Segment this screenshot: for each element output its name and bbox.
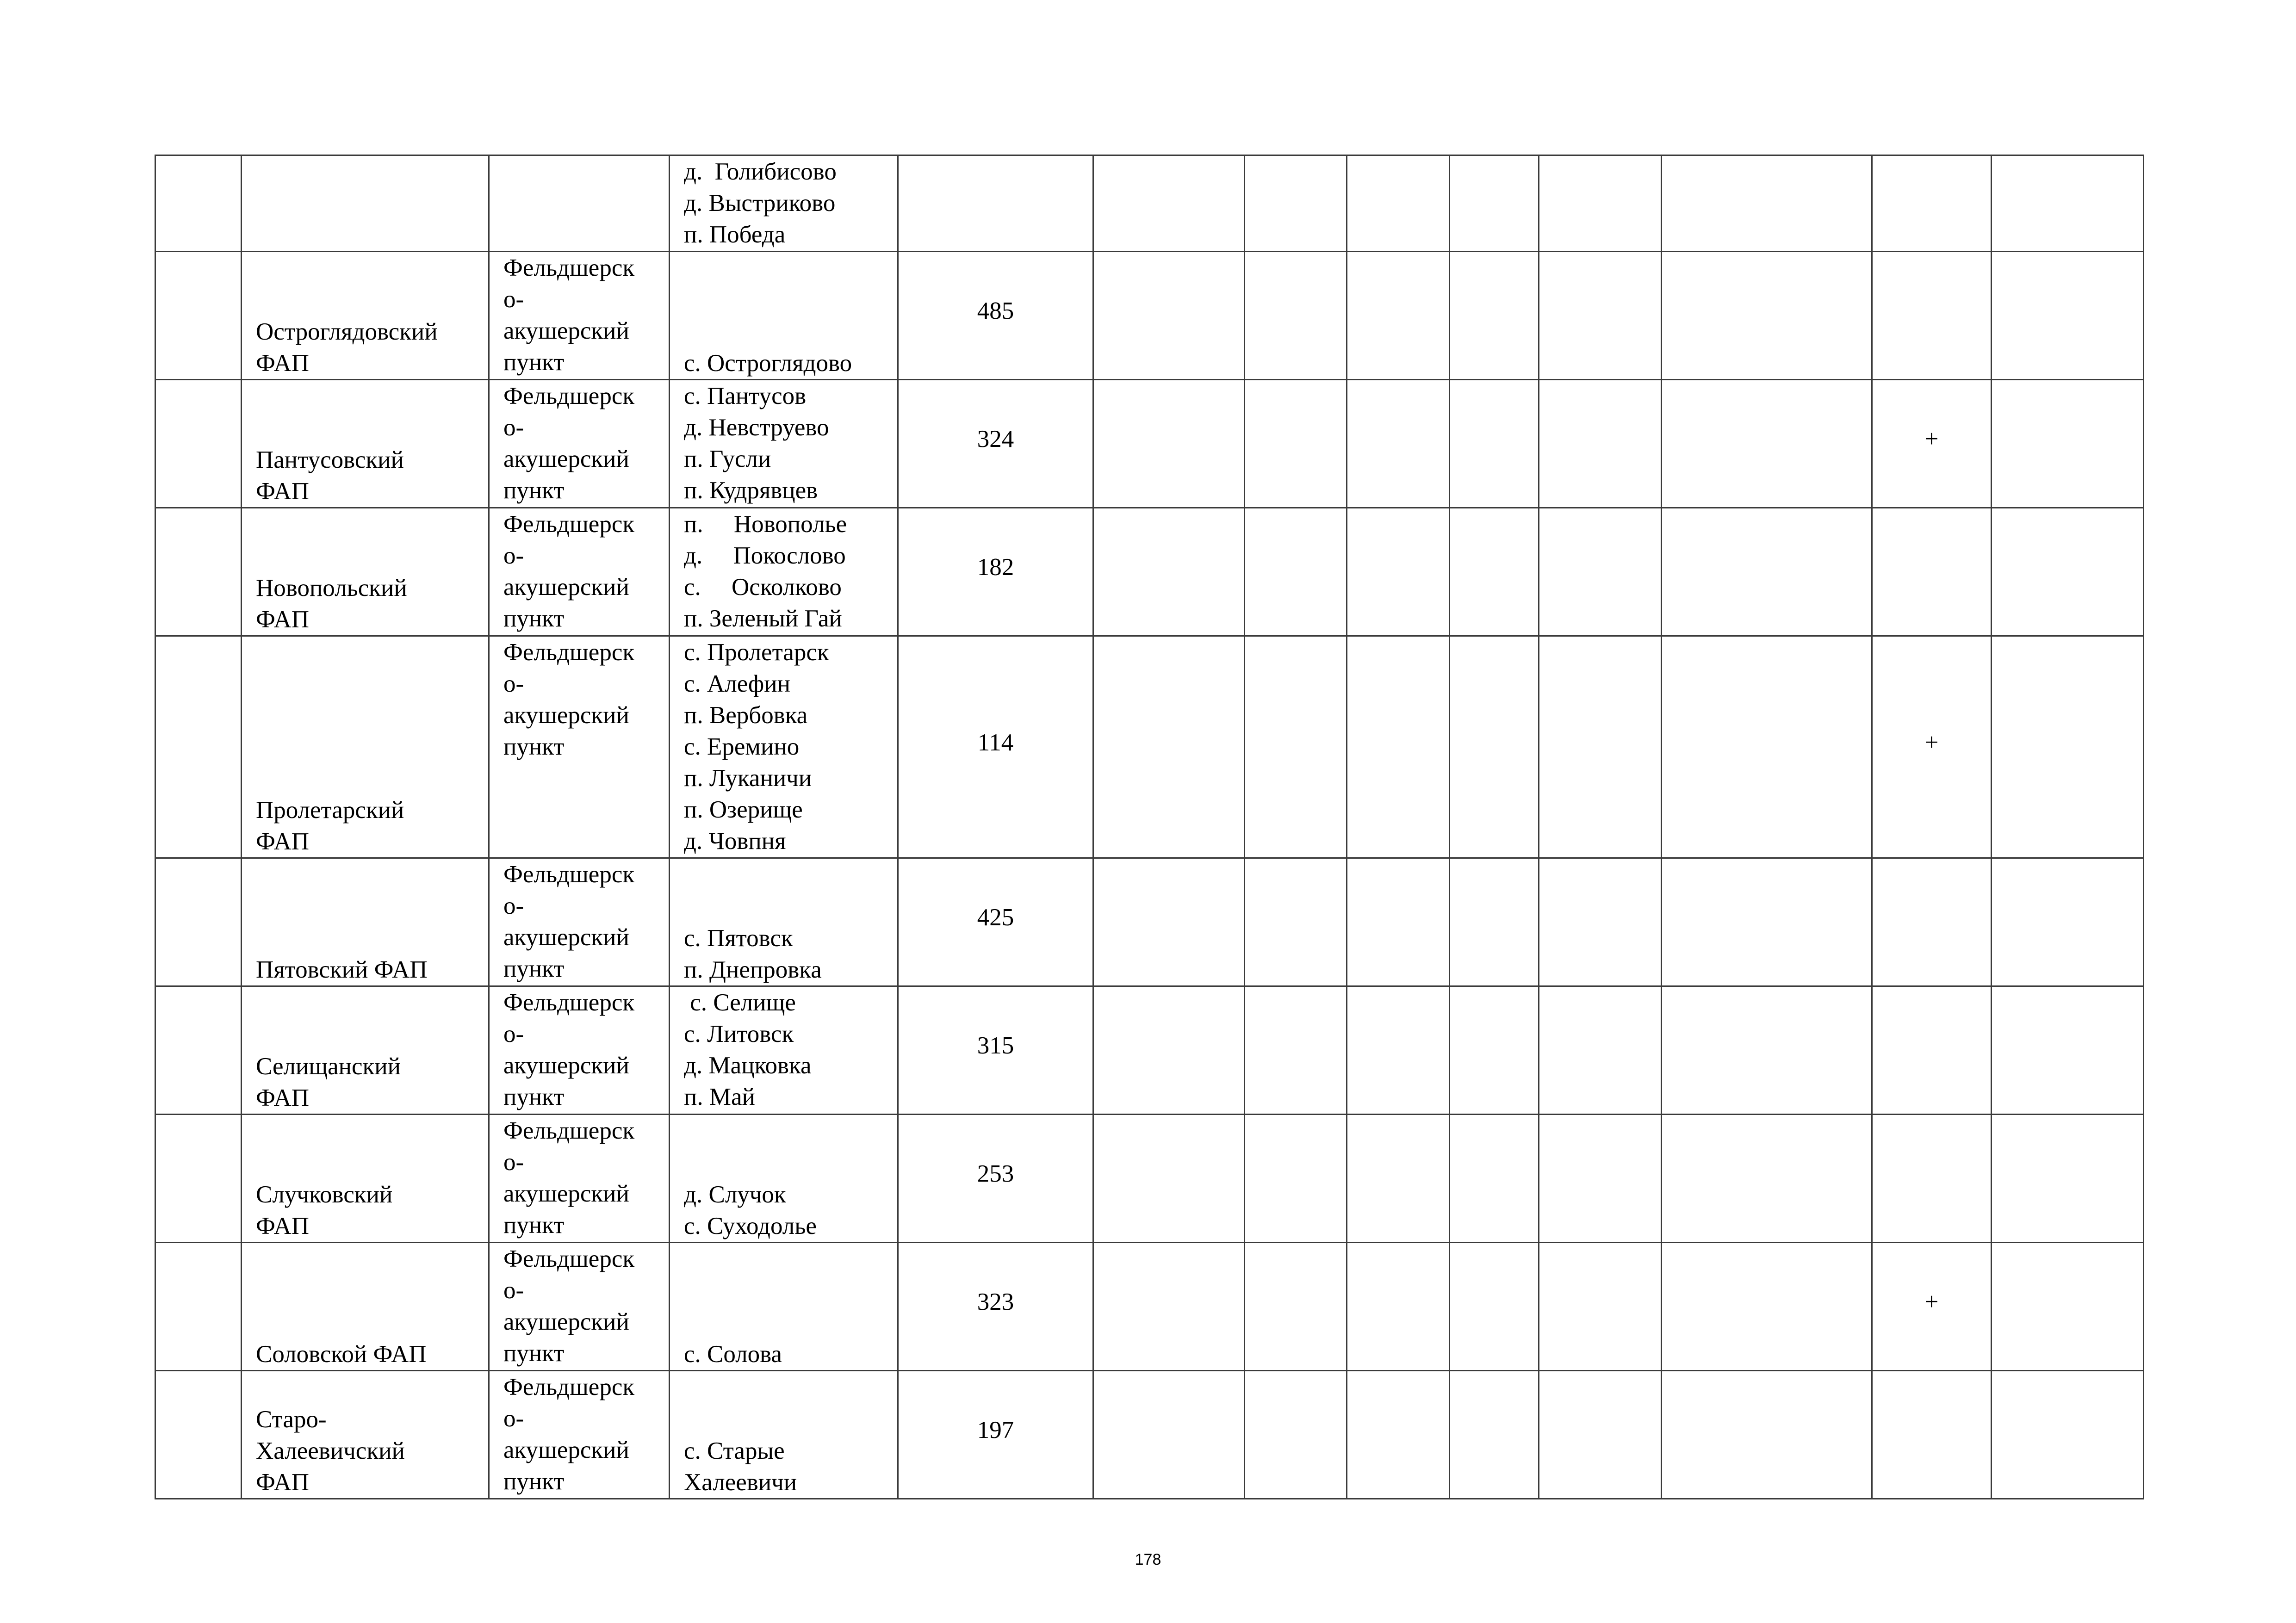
population-value: 323 [977, 1288, 1014, 1315]
facility-type-line: Фельдшерск [503, 511, 635, 538]
facility-name-line: Селищанский [256, 1053, 401, 1080]
settlement-line: д. Случок [684, 1181, 786, 1208]
population-value: 253 [977, 1160, 1014, 1187]
facility-name-line: Пятовский ФАП [256, 956, 428, 983]
population-cell [898, 155, 1093, 252]
settlement-line: с. Литовск [684, 1021, 794, 1047]
row-number-cell [155, 636, 242, 858]
facility-type-cell [489, 636, 670, 858]
mark-cell [1872, 1243, 1992, 1371]
population-value: 425 [977, 904, 1014, 931]
facility-type-line: Фельдшерск [503, 861, 635, 888]
empty-cell [1093, 636, 1245, 858]
population-cell [898, 986, 1093, 1115]
facility-name-line: Пантусовский [256, 446, 404, 473]
table-row [155, 380, 2144, 508]
settlement-line: п. Победа [684, 221, 786, 248]
facility-name-cell [242, 1115, 489, 1243]
empty-cell [1450, 1115, 1539, 1243]
population-value: 182 [977, 554, 1014, 581]
population-cell [898, 858, 1093, 986]
settlement-line: д. Човпня [684, 828, 786, 855]
settlement-line: п. Кудрявцев [684, 477, 818, 504]
empty-cell [1992, 380, 2144, 508]
table-row [155, 858, 2144, 986]
facility-type-line: акушерский [503, 574, 629, 601]
facility-type-line: пункт [503, 477, 565, 504]
settlements-cell [670, 1371, 898, 1499]
facility-name-line: Случковский [256, 1181, 393, 1208]
empty-cell [1539, 1371, 1662, 1499]
facility-name-cell [242, 636, 489, 858]
facility-type-line: пункт [503, 605, 565, 632]
empty-cell [1992, 155, 2144, 252]
empty-cell [1093, 508, 1245, 636]
empty-cell [1245, 1371, 1347, 1499]
population-cell [898, 380, 1093, 508]
population-cell [898, 508, 1093, 636]
facility-type-line: акушерский [503, 924, 629, 951]
settlement-line: Халеевичи [684, 1469, 797, 1496]
empty-cell [1450, 380, 1539, 508]
settlements-cell [670, 252, 898, 380]
facility-type-line: пункт [503, 1468, 565, 1495]
empty-cell [1093, 155, 1245, 252]
facility-type-cell [489, 1371, 670, 1499]
empty-cell [1992, 636, 2144, 858]
population-cell [898, 1371, 1093, 1499]
empty-cell [1539, 1115, 1662, 1243]
facility-type-cell [489, 155, 670, 252]
facility-type-line: акушерский [503, 1180, 629, 1207]
empty-cell [1662, 1243, 1872, 1371]
facility-name-line: ФАП [256, 478, 310, 505]
facility-type-line: о- [503, 542, 524, 569]
empty-cell [1347, 1243, 1450, 1371]
empty-cell [1539, 636, 1662, 858]
facility-type-line: о- [503, 1277, 524, 1304]
empty-cell [1539, 1243, 1662, 1371]
table-row [155, 986, 2144, 1115]
mark-cell [1872, 155, 1992, 252]
facility-name-line: ФАП [256, 1084, 310, 1111]
empty-cell [1347, 1371, 1450, 1499]
mark-cell [1872, 986, 1992, 1115]
facility-name-line: Остроглядовский [256, 318, 438, 345]
row-number-cell [155, 1243, 242, 1371]
settlement-line: п. Вербовка [684, 702, 808, 729]
settlement-line: д. Покослово [684, 542, 846, 569]
settlement-line: с. Солова [684, 1341, 782, 1368]
population-cell [898, 252, 1093, 380]
empty-cell [1450, 155, 1539, 252]
table-row [155, 508, 2144, 636]
empty-cell [1245, 508, 1347, 636]
facility-type-line: Фельдшерск [503, 254, 635, 281]
empty-cell [1245, 380, 1347, 508]
facility-type-line: о- [503, 670, 524, 697]
mark-cell [1872, 636, 1992, 858]
facility-type-line: акушерский [503, 1052, 629, 1079]
empty-cell [1093, 1115, 1245, 1243]
empty-cell [1662, 1115, 1872, 1243]
row-number-cell [155, 986, 242, 1115]
settlement-line: с. Пятовск [684, 925, 793, 952]
settlement-line: д. Голибисово [684, 158, 837, 185]
population-cell [898, 1115, 1093, 1243]
facility-type-line: пункт [503, 1340, 565, 1367]
settlement-line: с. Суходолье [684, 1213, 817, 1239]
row-number-cell [155, 858, 242, 986]
empty-cell [1992, 1243, 2144, 1371]
facility-type-line: о- [503, 1149, 524, 1176]
empty-cell [1450, 1243, 1539, 1371]
settlements-cell [670, 155, 898, 252]
table-row [155, 155, 2144, 252]
settlement-line: п. Озерище [684, 796, 803, 823]
empty-cell [1450, 858, 1539, 986]
settlements-cell [670, 858, 898, 986]
settlements-cell [670, 380, 898, 508]
row-number-cell [155, 1115, 242, 1243]
empty-cell [1450, 252, 1539, 380]
facility-type-line: о- [503, 1405, 524, 1432]
table-body [155, 155, 2144, 1499]
settlement-line: с. Старые [684, 1437, 785, 1464]
table-row [155, 636, 2144, 858]
facility-type-line: Фельдшерск [503, 383, 635, 409]
facility-type-line: о- [503, 892, 524, 919]
facility-name-cell [242, 380, 489, 508]
facility-type-line: Фельдшерск [503, 989, 635, 1016]
settlement-line: с. Пантусов [684, 383, 807, 409]
facility-type-line: акушерский [503, 702, 629, 729]
mark-cell [1872, 1371, 1992, 1499]
row-number-cell [155, 508, 242, 636]
empty-cell [1992, 986, 2144, 1115]
table-row [155, 1371, 2144, 1499]
page-number: 178 [1135, 1551, 1161, 1568]
empty-cell [1539, 986, 1662, 1115]
empty-cell [1347, 986, 1450, 1115]
facility-name-line: Новопольский [256, 575, 407, 601]
empty-cell [1539, 858, 1662, 986]
facility-name-line: ФАП [256, 1469, 310, 1496]
facility-name-line: ФАП [256, 1213, 310, 1239]
facility-type-cell [489, 858, 670, 986]
empty-cell [1662, 252, 1872, 380]
settlement-line: п. Днепровка [684, 956, 822, 983]
settlement-line: п. Зеленый Гай [684, 605, 842, 632]
mark-cell [1872, 1115, 1992, 1243]
facility-name-line: ФАП [256, 350, 310, 377]
facility-name-cell [242, 858, 489, 986]
facility-type-line: акушерский [503, 446, 629, 472]
empty-cell [1992, 252, 2144, 380]
settlement-line: с. Селище [684, 989, 796, 1016]
empty-cell [1347, 508, 1450, 636]
facility-type-line: пункт [503, 1212, 565, 1239]
mark-value: + [1924, 1288, 1939, 1315]
settlement-line: с. Осколково [684, 574, 842, 601]
table-row [155, 252, 2144, 380]
empty-cell [1245, 636, 1347, 858]
facility-type-line: акушерский [503, 1437, 629, 1463]
mark-cell [1872, 252, 1992, 380]
facility-type-line: пункт [503, 955, 565, 982]
population-cell [898, 636, 1093, 858]
facility-name-cell [242, 155, 489, 252]
facilities-table [155, 155, 2144, 1499]
empty-cell [1450, 1371, 1539, 1499]
settlement-line: д. Выстриково [684, 190, 836, 217]
empty-cell [1093, 986, 1245, 1115]
empty-cell [1539, 380, 1662, 508]
row-number-cell [155, 380, 242, 508]
facility-name-cell [242, 1243, 489, 1371]
settlement-line: д. Невструево [684, 414, 829, 441]
population-value: 114 [977, 729, 1014, 756]
mark-cell [1872, 858, 1992, 986]
settlement-line: с. Еремино [684, 733, 800, 760]
empty-cell [1347, 858, 1450, 986]
facility-type-line: Фельдшерск [503, 1374, 635, 1400]
empty-cell [1245, 252, 1347, 380]
population-value: 485 [977, 297, 1014, 324]
facility-name-cell [242, 508, 489, 636]
facility-name-line: Соловской ФАП [256, 1341, 427, 1368]
table-row [155, 1115, 2144, 1243]
mark-value: + [1924, 729, 1939, 756]
empty-cell [1093, 858, 1245, 986]
facility-type-cell [489, 380, 670, 508]
population-value: 315 [977, 1032, 1014, 1059]
empty-cell [1347, 252, 1450, 380]
empty-cell [1093, 252, 1245, 380]
facility-type-line: Фельдшерск [503, 1245, 635, 1272]
mark-cell [1872, 508, 1992, 636]
facility-type-line: акушерский [503, 317, 629, 344]
settlement-line: с. Алефин [684, 670, 790, 697]
empty-cell [1662, 155, 1872, 252]
facility-name-line: ФАП [256, 828, 310, 855]
empty-cell [1093, 1243, 1245, 1371]
settlements-cell [670, 636, 898, 858]
facility-type-cell [489, 508, 670, 636]
settlement-line: п. Новополье [684, 511, 847, 538]
facility-type-line: о- [503, 414, 524, 441]
settlements-cell [670, 1115, 898, 1243]
population-cell [898, 1243, 1093, 1371]
facility-name-cell [242, 1371, 489, 1499]
settlement-line: с. Остроглядово [684, 350, 852, 377]
settlements-cell [670, 986, 898, 1115]
facility-name-line: Пролетарский [256, 797, 404, 824]
empty-cell [1662, 986, 1872, 1115]
facility-name-cell [242, 986, 489, 1115]
empty-cell [1347, 1115, 1450, 1243]
facility-type-cell [489, 1243, 670, 1371]
mark-cell [1872, 380, 1992, 508]
empty-cell [1245, 155, 1347, 252]
empty-cell [1093, 1371, 1245, 1499]
empty-cell [1662, 636, 1872, 858]
empty-cell [1992, 1115, 2144, 1243]
facility-name-line: ФАП [256, 606, 310, 633]
empty-cell [1450, 986, 1539, 1115]
row-number-cell [155, 1371, 242, 1499]
facility-type-line: о- [503, 1021, 524, 1047]
empty-cell [1245, 986, 1347, 1115]
empty-cell [1539, 155, 1662, 252]
empty-cell [1662, 1371, 1872, 1499]
facility-type-cell [489, 252, 670, 380]
facility-type-line: о- [503, 286, 524, 313]
empty-cell [1662, 858, 1872, 986]
settlements-cell [670, 508, 898, 636]
row-number-cell [155, 252, 242, 380]
empty-cell [1347, 380, 1450, 508]
facility-type-line: пункт [503, 733, 565, 760]
empty-cell [1093, 380, 1245, 508]
empty-cell [1662, 380, 1872, 508]
empty-cell [1245, 858, 1347, 986]
facility-type-cell [489, 1115, 670, 1243]
empty-cell [1450, 636, 1539, 858]
empty-cell [1992, 858, 2144, 986]
empty-cell [1245, 1243, 1347, 1371]
empty-cell [1662, 508, 1872, 636]
empty-cell [1450, 508, 1539, 636]
empty-cell [1992, 508, 2144, 636]
facility-name-cell [242, 252, 489, 380]
facility-type-line: Фельдшерск [503, 1117, 635, 1144]
settlement-line: д. Мацковка [684, 1052, 812, 1079]
facility-type-line: Фельдшерск [503, 639, 635, 666]
mark-value: + [1924, 426, 1939, 452]
facility-type-line: пункт [503, 349, 565, 376]
settlement-line: п. Гусли [684, 446, 771, 472]
settlement-line: п. Май [684, 1084, 755, 1110]
empty-cell [1347, 155, 1450, 252]
facility-type-line: акушерский [503, 1308, 629, 1335]
facility-name-line: Халеевичский [256, 1437, 405, 1464]
empty-cell [1539, 508, 1662, 636]
table-row [155, 1243, 2144, 1371]
population-value: 197 [977, 1417, 1014, 1443]
settlement-line: п. Луканичи [684, 765, 812, 792]
empty-cell [1347, 636, 1450, 858]
facility-name-line: Старо- [256, 1406, 327, 1433]
empty-cell [1992, 1371, 2144, 1499]
empty-cell [1539, 252, 1662, 380]
row-number-cell [155, 155, 242, 252]
settlement-line: с. Пролетарск [684, 639, 829, 666]
empty-cell [1245, 1115, 1347, 1243]
settlements-cell [670, 1243, 898, 1371]
facility-type-cell [489, 986, 670, 1115]
population-value: 324 [977, 426, 1014, 452]
facility-type-line: пункт [503, 1084, 565, 1110]
